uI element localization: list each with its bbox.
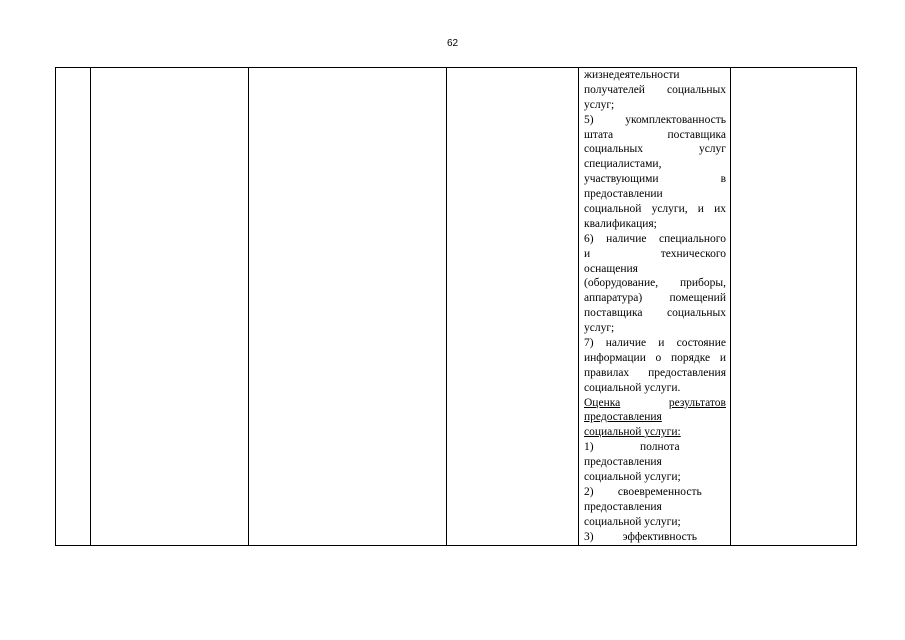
criteria-line xyxy=(584,455,726,470)
criteria-word: 2) xyxy=(584,485,594,498)
criteria-word: жизнедеятельности xyxy=(584,69,680,81)
criteria-word: результатов xyxy=(668,396,726,409)
criteria-line xyxy=(584,321,726,336)
criteria-line xyxy=(584,83,726,98)
criteria-word: социальной xyxy=(584,426,642,439)
criteria-line xyxy=(584,440,726,455)
criteria-word: предоставления xyxy=(584,411,662,424)
criteria-word: (оборудование, xyxy=(584,277,659,290)
criteria-word: состояние xyxy=(676,337,726,350)
criteria-word: и xyxy=(719,351,726,364)
table-cell-service-description xyxy=(249,68,447,546)
criteria-word: аппаратура) xyxy=(584,292,643,305)
criteria-word: получателей xyxy=(584,83,645,96)
criteria-word: услуги, xyxy=(651,203,688,216)
criteria-word: социальных xyxy=(667,83,726,96)
criteria-line xyxy=(584,157,726,172)
criteria-line xyxy=(584,113,726,128)
criteria-word: о xyxy=(655,351,662,364)
criteria-word: технического xyxy=(660,247,726,260)
table-cell-timing xyxy=(447,68,579,546)
service-standard-table xyxy=(55,67,857,546)
criteria-word: услуг; xyxy=(584,322,615,335)
criteria-word: эффективность xyxy=(622,530,697,543)
criteria-word: предоставления xyxy=(584,456,662,469)
criteria-word: помещений xyxy=(669,292,726,305)
criteria-line xyxy=(584,470,726,485)
criteria-word: услуги; xyxy=(644,515,681,528)
criteria-line xyxy=(584,306,726,321)
criteria-word: социальной xyxy=(584,381,642,394)
criteria-word: участвующими xyxy=(584,173,659,186)
criteria-line xyxy=(584,217,726,232)
criteria-word: своевременность xyxy=(617,485,702,498)
criteria-line xyxy=(584,276,726,291)
table-cell-conditions xyxy=(731,68,857,546)
page-number: 62 xyxy=(446,38,459,49)
criteria-word: специального xyxy=(659,232,726,245)
criteria-word: наличие xyxy=(606,232,647,245)
criteria-word: порядке xyxy=(670,351,711,364)
criteria-line xyxy=(584,128,726,143)
criteria-line xyxy=(584,396,726,411)
criteria-line xyxy=(584,410,726,425)
criteria-word: предоставления xyxy=(648,366,726,379)
criteria-line xyxy=(584,187,726,202)
criteria-line xyxy=(584,500,726,515)
criteria-word: 7) xyxy=(584,337,594,350)
criteria-word: поставщика xyxy=(584,307,643,320)
table-row xyxy=(56,68,857,546)
table-cell-quality-criteria xyxy=(579,68,731,546)
criteria-line xyxy=(584,142,726,157)
criteria-word: и xyxy=(697,203,704,216)
criteria-word: услуг; xyxy=(584,98,615,111)
criteria-word: предоставления xyxy=(584,500,662,513)
criteria-word: оснащения xyxy=(584,262,638,275)
criteria-word: социальной xyxy=(584,203,642,216)
table-cell-number xyxy=(56,68,91,546)
criteria-word: и xyxy=(584,247,591,260)
criteria-line xyxy=(584,172,726,187)
criteria-word: социальных xyxy=(584,143,643,156)
criteria-word: социальной xyxy=(584,471,642,484)
criteria-word: правилах xyxy=(584,366,630,379)
criteria-line xyxy=(584,425,726,440)
criteria-line xyxy=(584,202,726,217)
criteria-line xyxy=(584,351,726,366)
criteria-line xyxy=(584,485,726,500)
criteria-line xyxy=(584,381,726,396)
criteria-word: наличие xyxy=(605,337,647,350)
criteria-word: Оценка xyxy=(584,396,621,409)
criteria-word: услуг xyxy=(698,143,726,156)
criteria-word: поставщика xyxy=(667,128,726,141)
criteria-word: предоставлении xyxy=(584,188,663,201)
criteria-line xyxy=(584,68,726,83)
criteria-line xyxy=(584,336,726,351)
criteria-word: полнота xyxy=(640,441,680,454)
criteria-word: услуги; xyxy=(644,471,681,484)
criteria-word: их xyxy=(714,203,726,216)
quality-criteria-text xyxy=(579,67,730,545)
criteria-line xyxy=(584,366,726,381)
criteria-word: услуги. xyxy=(644,381,681,394)
criteria-line xyxy=(584,98,726,113)
table-cell-service-name xyxy=(91,68,249,546)
criteria-word: специалистами, xyxy=(584,158,662,171)
criteria-line xyxy=(584,291,726,306)
criteria-word: 1) xyxy=(584,441,594,454)
criteria-word: штата xyxy=(584,128,614,141)
criteria-word: 3) xyxy=(584,530,594,543)
criteria-word: 5) xyxy=(584,113,594,126)
criteria-word: социальной xyxy=(584,515,642,528)
criteria-word: услуги: xyxy=(644,426,681,439)
criteria-word: в xyxy=(720,173,726,186)
criteria-word: социальных xyxy=(667,307,726,320)
criteria-line xyxy=(584,262,726,277)
criteria-word: приборы, xyxy=(679,277,726,290)
criteria-word: и xyxy=(658,337,665,350)
criteria-line xyxy=(584,232,726,247)
criteria-word: квалификация; xyxy=(584,217,657,230)
criteria-word: 6) xyxy=(584,232,594,245)
criteria-line xyxy=(584,515,726,530)
criteria-line xyxy=(584,530,726,545)
criteria-line xyxy=(584,247,726,262)
criteria-word: информации xyxy=(584,351,646,364)
criteria-word: укомплектованность xyxy=(625,113,726,126)
